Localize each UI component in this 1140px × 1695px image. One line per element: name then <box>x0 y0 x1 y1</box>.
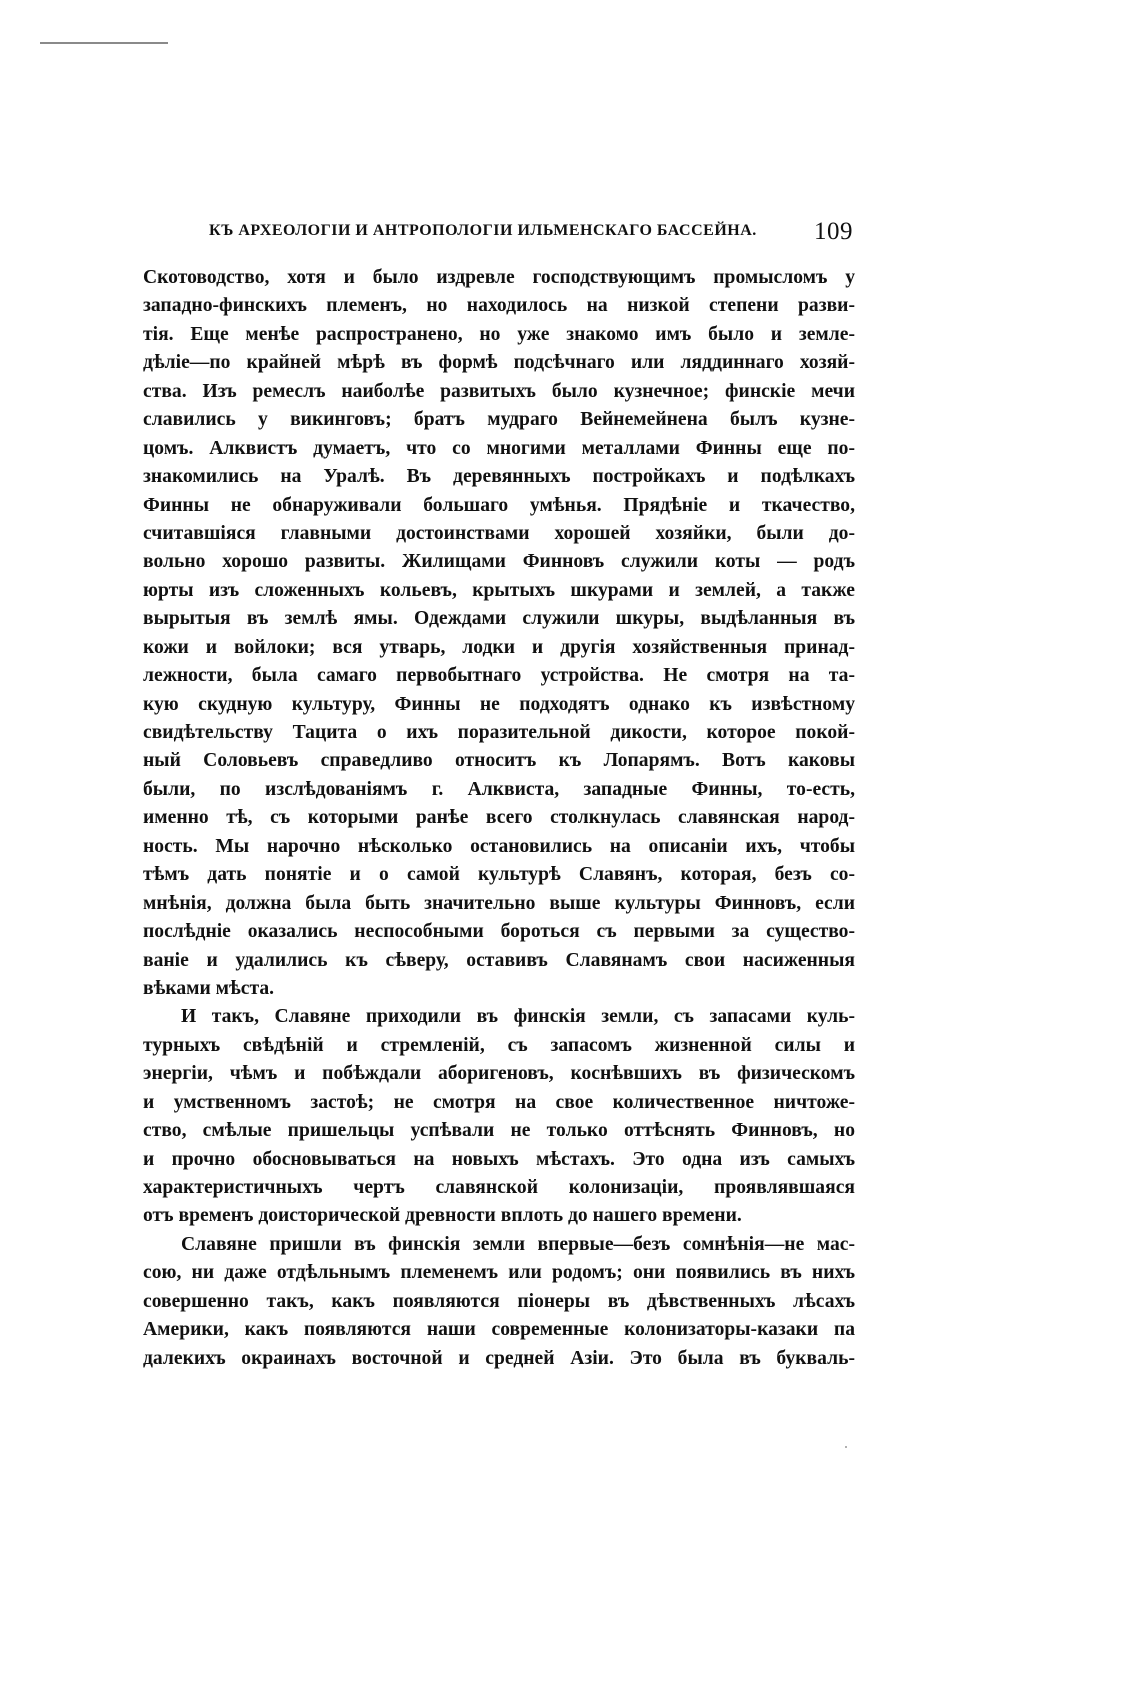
text-line: славились у викинговъ; братъ мудраго Вейнемейнена былъ кузне- <box>143 409 855 431</box>
text-line: юрты изъ сложенныхъ кольевъ, крытыхъ шкурами и землей, а также <box>143 579 855 601</box>
scan-speck <box>845 1446 847 1448</box>
text-line: вѣками мѣста. <box>143 977 275 999</box>
text-line: мнѣнія, должна была быть значительно выше культуры Финновъ, если <box>143 892 855 914</box>
text-line: тія. Еще менѣе распространено, но уже знакомо имъ было и земле- <box>143 323 855 345</box>
text-line: характеристичныхъ чертъ славянской колонизаціи, проявлявшаяся <box>143 1177 855 1198</box>
text-line: кую скудную культуру, Финны не подходятъ однако къ извѣстному <box>143 693 855 715</box>
body-text <box>143 264 855 1373</box>
text-line: свидѣтельству Тацита о ихъ поразительной дикости, которое покой- <box>143 722 855 743</box>
text-line: И такъ, Славяне приходили въ финскія земли, съ запасами куль- <box>181 1006 855 1028</box>
text-line: ный Соловьевъ справедливо относитъ къ Лопарямъ. Вотъ каковы <box>143 750 855 772</box>
text-line: и прочно обосновываться на новыхъ мѣстахъ. Это одна изъ самыхъ <box>143 1148 855 1170</box>
text-line: тѣмъ дать понятіе и о самой культурѣ Славянъ, которая, безъ со- <box>143 864 855 886</box>
text-line: далекихъ окраинахъ восточной и средней Азіи. Это была въ букваль- <box>143 1347 855 1369</box>
text-line: вольно хорошо развиты. Жилищами Финновъ служили коты — родъ <box>143 551 855 573</box>
paragraph-1 <box>143 264 855 1003</box>
text-line: Финны не обнаруживали большаго умѣнья. Прядѣніе и ткачество, <box>143 494 855 516</box>
running-title: КЪ АРХЕОЛОГІИ И АНТРОПОЛОГІИ ИЛЬМЕНСКАГО БАССЕЙНА. <box>209 222 757 239</box>
text-line: западно-финскихъ племенъ, но находилось на низкой степени разви- <box>143 295 855 317</box>
text-line: были, по изслѣдованіямъ г. Алквиста, западные Финны, то-есть, <box>143 778 855 800</box>
text-line: ства. Изъ ремеслъ наиболѣе развитыхъ было кузнечное; финскіе мечи <box>143 380 855 402</box>
paragraph-2 <box>143 1003 855 1231</box>
text-line: совершенно такъ, какъ появляются піонеры въ дѣвственныхъ лѣсахъ <box>143 1290 855 1312</box>
text-line: ность. Мы нарочно нѣсколько остановились на описаніи ихъ, чтобы <box>143 835 855 857</box>
text-line: отъ временъ доисторической древности вплоть до нашего времени. <box>143 1205 742 1227</box>
text-line: энергіи, чѣмъ и побѣждали аборигеновъ, коснѣвшихъ въ физическомъ <box>143 1063 855 1085</box>
text-line: дѣліе—по крайней мѣрѣ въ формѣ подсѣчнаго или ляддиннаго хозяй- <box>143 352 855 374</box>
scan-margin-line <box>40 42 168 44</box>
text-line: послѣдніе оказались неспособными бороться съ первыми за существо- <box>143 921 855 943</box>
text-line: считавшіяся главными достоинствами хорошей хозяйки, были до- <box>143 522 855 544</box>
text-line: кожи и войлоки; вся утварь, лодки и другія хозяйственныя принад- <box>143 636 855 658</box>
page-number: 109 <box>814 218 853 245</box>
text-line: ваніе и удалились къ сѣверу, оставивъ Славянамъ свои насиженныя <box>143 949 855 971</box>
text-line: Славяне пришли въ финскія земли впервые—безъ сомнѣнія—не мас- <box>181 1233 855 1255</box>
text-line: вырытыя въ землѣ ямы. Одеждами служили шкуры, выдѣланныя въ <box>143 608 855 630</box>
text-line: цомъ. Алквистъ думаетъ, что со многими металлами Финны еще по- <box>143 437 855 459</box>
text-line: знакомились на Уралѣ. Въ деревянныхъ постройкахъ и подѣлкахъ <box>143 466 855 488</box>
text-line: лежности, была самаго первобытнаго устройства. Не смотря на та- <box>143 665 855 687</box>
text-line: Америки, какъ появляются наши современные колонизаторы-казаки па <box>143 1319 855 1341</box>
text-line: именно тѣ, съ которыми ранѣе всего столкнулась славянская народ- <box>143 807 855 829</box>
text-line: турныхъ свѣдѣній и стремленій, съ запасомъ жизненной силы и <box>143 1034 855 1056</box>
text-line: Скотоводство, хотя и было издревле господствующимъ промысломъ у <box>143 267 855 288</box>
book-page <box>143 218 855 1373</box>
paragraph-3 <box>143 1231 855 1373</box>
text-line: сою, ни даже отдѣльнымъ племенемъ или родомъ; они появились въ нихъ <box>143 1262 855 1284</box>
text-line: и умственномъ застоѣ; не смотря на свое количественное ничтоже- <box>143 1091 855 1113</box>
running-head <box>143 218 855 252</box>
text-line: ство, смѣлые пришельцы успѣвали не только оттѣснять Финновъ, но <box>143 1120 855 1142</box>
